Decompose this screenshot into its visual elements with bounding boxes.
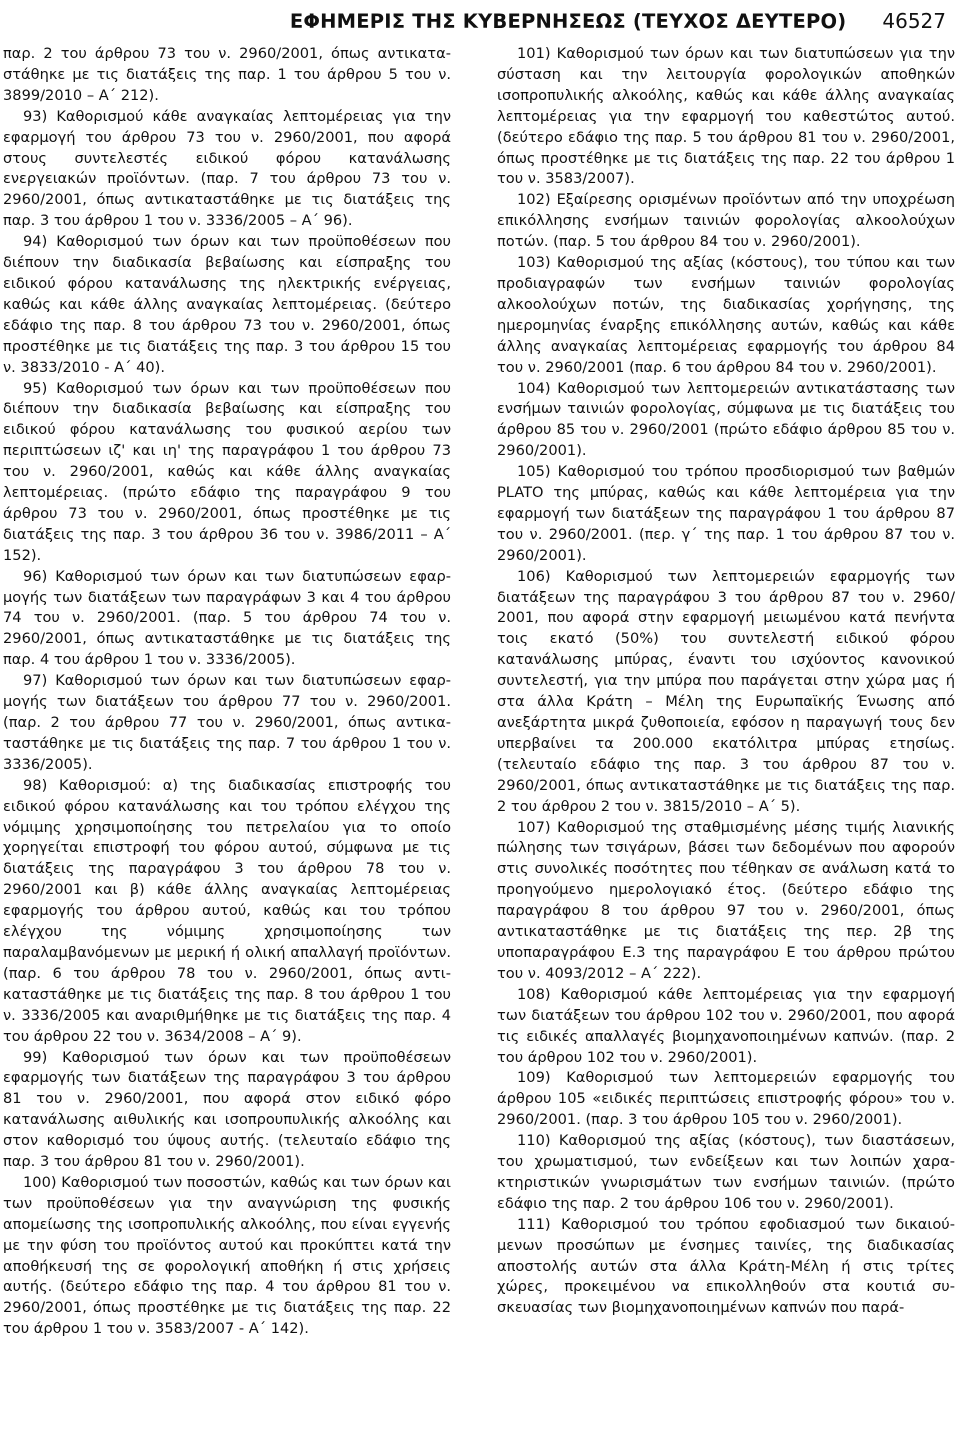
paragraph: 94) Καθορισμού των όρων και των προϋποθέσεων που διέπουν την διαδικασία βεβαίωσης και είσπραξης του ειδικού φόρου κατανάλωσης της ηλεκτρικής ενέργειας, καθώς και κάθε άλλης αναγκαίας λεπτομέρειας. (δεύτερο εδάφιο της παρ. 8 του άρθρου 73 του ν. 2960/2001, όπως προστέθηκε με τις διατάξεις της παρ. 3 του άρθρου 15 του ν. 3833/2010 - Α΄ 40).: [3, 233, 451, 376]
paragraph: 100) Καθορισμού των ποσοστών, καθώς και των όρων και των προϋποθέσεων για την αναγνώριση της φυσικής απομείωσης της ισοπροπυλικής αλκοόλης, που είναι εγγενής με την φύση του προϊόντος αυτού και προκύπτει κατά την αποθήκευσή της σε φορολογική αποθήκη ή στις χρήσεις αυτής. (δεύτερο εδάφιο της παρ. 4 του άρθρου 81 του ν. 2960/2001, όπως προστέθηκε με τις διατάξεις της παρ. 22 του άρθρου 1 του ν. 3583/2007 - Α΄ 142).: [3, 1173, 451, 1338]
paragraph: 101) Καθορισμού των όρων και των διατυπώσεων για την σύσταση και την λειτουργία φορολογικών αποθηκών ισοπροπυλικής αλκοόλης, καθώς και κάθε άλλης αναγκαίας λεπτομέρειας για την εφαρμογή του καθεστώτος αυτού. (δεύτερο εδάφιο της παρ. 5 του άρθρου 81 του ν. 2960/2001, όπως προστέθηκε με τις διατάξεις της παρ. 22 του άρθρου 1 του ν. 3583/2007).: [497, 45, 955, 188]
right-column: [497, 44, 955, 1319]
paragraph: 93) Καθορισμού κάθε αναγκαίας λεπτομέρειας για την εφαρμογή του άρθρου 73 του ν. 2960/2001, που αφορά στους συντελεστές ειδικού φόρου κατανάλωσης ενεργειακών προϊόντων. (παρ. 7 του άρθρου 73 του ν. 2960/2001, όπως αντικαταστάθηκε με τις διατάξεις της παρ. 3 του άρθρου 1 του ν. 3336/2005 – Α΄ 96).: [3, 107, 451, 230]
paragraph: 109) Καθορισμού των λεπτομερειών εφαρμογής του άρθρου 105 «ειδικές περιπτώσεις επιστροφής φόρου» του ν. 2960/2001. (παρ. 3 του άρθρου 105 του ν. 2960/2001).: [497, 1069, 955, 1129]
gazette-title: ΕΦΗΜΕΡΙΣ ΤΗΣ ΚΥΒΕΡΝΗΣΕΩΣ (ΤΕΥΧΟΣ ΔΕΥΤΕΡΟ): [289, 9, 847, 33]
paragraph: 106) Καθορισμού των λεπτομερειών εφαρμογής των διατάξεων της παραγράφου 3 του άρθρου 87 του ν. 2960/ 2001, που αφορά στην εφαρμογή μειωμένου κατά πενήντα τοις εκατό (50%) του συντελεστή ειδικού φόρου κατανάλωσης μπύρας, έναντι του ισχύοντος κανονικού συντελεστή, για την μπύρα που παράγεται στην χώρα μας ή στα άλλα Κράτη – Μέλη της Ευρωπαϊκής Ένωσης από ανεξάρτητα μικρά ζυθοποιεία, εφόσον η παραγωγή τους δεν υπερβαίνει τα 200.000 εκατόλιτρα μπύρας ετησίως. (τελευταίο εδάφιο της παρ. 3 του άρθρου 87 του ν. 2960/2001, όπως αντικαταστάθηκε με τις διατάξεις της παρ. 2 του άρθρου 2 του ν. 3815/2010 – Α΄ 5).: [497, 567, 955, 815]
paragraph: 98) Καθορισμού: α) της διαδικασίας επιστροφής του ειδικού φόρου κατανάλωσης και του τρόπου ελέγχου της νόμιμης χρησιμοποίησης του πετρελαίου για το οποίο χορηγείται επιστροφή του φόρου αυτού, σύμφωνα με τις διατάξεις της παραγράφου 3 του άρθρου 78 του ν. 2960/2001 και β) κάθε άλλης αναγκαίας λεπτομέρειας εφαρμογής του άρθρου αυτού, καθώς και του τρόπου ελέγχου της νόμιμης χρησιμοποίησης των παραλαμβανόμενων με μερική ή ολική απαλλαγή προϊόντων. (παρ. 6 του άρθρου 78 του ν. 2960/2001, όπως αντικαταστάθηκε με τις διατάξεις της παρ. 8 του άρθρου 1 του ν. 3336/2005 και αναριθμήθηκε με τις διατάξεις της παρ. 4 του άρθρου 22 του ν. 3634/2008 – Α΄ 9).: [3, 776, 451, 1045]
page-header: [0, 0, 960, 42]
paragraph: 99) Καθορισμού των όρων και των προϋποθέσεων εφαρμογής των διατάξεων της παραγράφου 3 του άρθρου 81 του ν. 2960/2001, που αφορά στον ειδικό φόρο κατανάλωσης αιθυλικής και ισοπρουπυλικής αλκοόλης και στον καθορισμό του ύψους αυτής. (τελευταίο εδάφιο της παρ. 3 του άρθρου 81 του ν. 2960/2001).: [3, 1048, 451, 1171]
paragraph: 105) Καθορισμού του τρόπου προσδιορισμού των βαθμών PLATO της μπύρας, καθώς και κάθε λεπτομέρεια για την εφαρμογή των διατάξεων της παραγράφου 1 του άρθρου 87 του ν. 2960/2001. (περ. γ΄ της παρ. 1 του άρθρου 87 του ν. 2960/2001).: [497, 463, 955, 564]
paragraph: 108) Καθορισμού κάθε λεπτομέρειας για την εφαρμογή των διατάξεων του άρθρου 102 του ν. 2960/2001, που αφορά τις ειδικές απαλλαγές βιομηχανοποιημένων καπνών. (παρ. 2 του άρθρου 102 του ν. 2960/2001).: [497, 985, 955, 1066]
paragraph: 97) Καθορισμού των όρων και των διατυπώσεων εφαρμογής των διατάξεων του άρθρου 77 του ν. 2960/2001. (παρ. 2 του άρθρου 77 του ν. 2960/2001, όπως αντικαταστάθηκε με τις διατάξεις της παρ. 7 του άρθρου 1 του ν. 3336/2005).: [3, 672, 451, 773]
paragraph: 111) Καθορισμού του τρόπου εφοδιασμού των δικαιούμενων προσώπων με ένσημες ταινίες, της διαδικασίας αποστολής αυτών στα άλλα Κράτη-Μέλη ή στις τρίτες χώρες, προκειμένου να επικολληθούν στα κουτιά συσκευασίας των βιομηχανοποιημένων καπνών που παρά-: [497, 1215, 955, 1317]
paragraph: 102) Εξαίρεσης ορισμένων προϊόντων από την υποχρέωση επικόλλησης ενσήμων ταινιών φορολογίας αλκοολούχων ποτών. (παρ. 5 του άρθρου 84 του ν. 2960/2001).: [497, 191, 955, 251]
paragraph: 107) Καθορισμού της σταθμισμένης μέσης τιμής λιανικής πώλησης των τσιγάρων, βάσει των δεδομένων που αφορούν στις συνολικές ποσότητες που τέθηκαν σε ανάλωση κατά το προηγούμενο ημερολογιακό έτος. (δεύτερο εδάφιο της παραγράφου 8 του άρθρου 97 του ν. 2960/2001, όπως αντικαταστάθηκε με τις διατάξεις της περ. 2β της υποπαραγράφου Ε.3 της παραγράφου Ε του άρθρου πρώτου του ν. 4093/2012 – Α΄ 222).: [497, 818, 955, 982]
paragraph: παρ. 2 του άρθρου 73 του ν. 2960/2001, όπως αντικαταστάθηκε με τις διατάξεις της παρ. 1 του άρθρου 5 του ν. 3899/2010 – Α΄ 212).: [3, 45, 451, 104]
paragraph: 103) Καθορισμού της αξίας (κόστους), του τύπου και των προδιαγραφών των ενσήμων ταινιών φορολογίας αλκοολούχων ποτών, της διαδικασίας χορήγησης, της ημερομηνίας έναρξης επικόλλησης αυτών, καθώς και κάθε άλλης αναγκαίας λεπτομέρειας εφαρμογής του άρθρου 84 του ν. 2960/2001 (παρ. 6 του άρθρου 84 του ν. 2960/2001).: [497, 254, 955, 376]
left-column: [3, 44, 451, 1340]
paragraph: 96) Καθορισμού των όρων και των διατυπώσεων εφαρμογής των διατάξεων των παραγράφων 3 και 4 του άρθρου 74 του ν. 2960/2001. (παρ. 5 του άρθρου 74 του ν. 2960/2001, όπως αντικαταστάθηκε με τις διατάξεις της παρ. 4 του άρθρου 1 του ν. 3336/2005).: [3, 567, 451, 669]
paragraph: 104) Καθορισμού των λεπτομερειών αντικατάστασης των ενσήμων ταινιών φορολογίας, σύμφωνα με τις διατάξεις του άρθρου 85 του ν. 2960/2001 (πρώτο εδάφιο άρθρου 85 του ν. 2960/2001).: [497, 379, 955, 460]
paragraph: 95) Καθορισμού των όρων και των προϋποθέσεων που διέπουν την διαδικασία βεβαίωσης και είσπραξης του ειδικού φόρου κατανάλωσης του φυσικού αερίου των περιπτώσεων ιζ' και ιη' της παραγράφου 1 του άρθρου 73 του ν. 2960/2001, καθώς και κάθε άλλης αναγκαίας λεπτομέρειας. (πρώτο εδάφιο της παραγράφου 9 του άρθρου 73 του ν. 2960/2001, όπως προστέθηκε με τις διατάξεις της παρ. 3 του άρθρου 36 του ν. 3986/2011 – Α΄ 152).: [3, 379, 451, 564]
paragraph: 110) Καθορισμού της αξίας (κόστους), των διαστάσεων, του χρωματισμού, των ενδείξεων και των λοιπών χαρακτηριστικών γνωρισμάτων των ενσήμων ταινιών. (πρώτο εδάφιο της παρ. 2 του άρθρου 106 του ν. 2960/2001).: [497, 1132, 955, 1212]
page-number: 46527: [882, 9, 946, 33]
